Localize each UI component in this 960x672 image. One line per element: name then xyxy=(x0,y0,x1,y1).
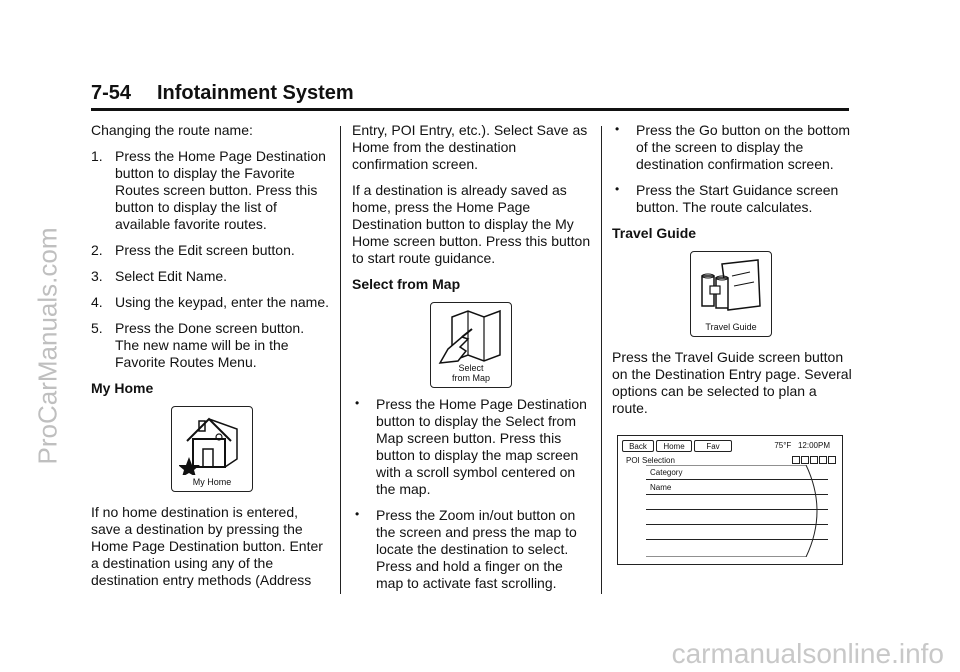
list-item: 4. Using the keypad, enter the name. xyxy=(91,294,330,310)
table-row[interactable]: Name xyxy=(646,480,828,495)
travel-guide-paragraph: Press the Travel Guide screen button on the Destination Entry page. Several options can be selected to plan a route. xyxy=(612,349,852,416)
select-from-map-button-illustration xyxy=(430,302,512,388)
list-item: • Press the Go button on the bottom of the screen to display the destination confirmation screen. xyxy=(615,122,851,172)
my-home-button-illustration xyxy=(171,406,253,492)
back-button[interactable]: Back xyxy=(622,440,654,452)
house-icon xyxy=(179,411,245,475)
tool-icon[interactable] xyxy=(792,456,800,464)
travel-guide-button-illustration xyxy=(690,251,772,337)
tool-icon[interactable] xyxy=(801,456,809,464)
steps-list xyxy=(91,148,331,371)
paragraph: If a destination is already saved as home, press the Home Page Destination button to display the My Home screen button. Press this button to start route guidance. xyxy=(352,182,591,266)
intro-text: Changing the route name: xyxy=(91,122,253,138)
column-2 xyxy=(352,122,592,601)
list-item: 3. Select Edit Name. xyxy=(91,268,228,284)
table-row[interactable] xyxy=(646,495,828,510)
tool-icon[interactable] xyxy=(828,456,836,464)
status-readout xyxy=(774,441,830,451)
page-header xyxy=(91,82,849,111)
list-item: • Press the Zoom in/out button on the screen and press the map to locate the destination to select. Press and hold a finger on the map to activate fast scrolling. xyxy=(355,507,577,591)
poi-list xyxy=(646,465,828,557)
poi-selection-screen xyxy=(617,435,843,565)
bullet-list xyxy=(612,122,852,216)
fav-button[interactable]: Fav xyxy=(694,440,732,452)
section-heading-select-from-map: Select from Map xyxy=(352,276,461,292)
footer-watermark: carmanualsonline.info xyxy=(671,638,944,669)
bullet-list xyxy=(352,396,592,592)
list-item: 1. Press the Home Page Destination button to display the Favorite Routes screen button. Press this button to display the list of available favorite routes. xyxy=(91,148,326,232)
icon-caption: My Home xyxy=(192,477,232,487)
tool-icon[interactable] xyxy=(819,456,827,464)
page-number: 7-54 xyxy=(91,82,132,104)
home-button[interactable]: Home xyxy=(656,440,692,452)
icon-caption: Select from Map xyxy=(451,363,490,383)
list-item: • Press the Home Page Destination button to display the Select from Map screen button. Press this button to display the map screen with a scroll symbol centered on the map. xyxy=(355,396,587,497)
map-icon xyxy=(438,307,506,367)
clock: 12:00PM xyxy=(797,441,830,450)
tool-icon[interactable] xyxy=(810,456,818,464)
column-1 xyxy=(91,122,331,598)
my-home-paragraph: If no home destination is entered, save a destination by pressing the Home Page Destination button. Enter a destination using any of the destination entry methods (Address xyxy=(91,504,323,588)
column-divider xyxy=(601,126,602,594)
screen-icons xyxy=(791,455,836,465)
table-row[interactable] xyxy=(646,510,828,525)
section-heading-travel-guide: Travel Guide xyxy=(612,225,697,241)
table-row[interactable]: Category xyxy=(646,465,828,480)
column-3 xyxy=(612,122,852,565)
table-row[interactable] xyxy=(646,525,828,540)
list-item: • Press the Start Guidance screen button. The route calculates. xyxy=(615,182,839,215)
binoculars-map-icon xyxy=(698,256,766,318)
temperature: 75°F xyxy=(774,441,792,450)
screen-title: POI Selection xyxy=(626,456,675,465)
icon-caption: Travel Guide xyxy=(705,322,757,332)
section-heading-my-home: My Home xyxy=(91,380,154,396)
paragraph: Entry, POI Entry, etc.). Select Save as Home from the destination confirmation screen. xyxy=(352,122,588,172)
list-item: 2. Press the Edit screen button. xyxy=(91,242,295,258)
page-title: Infotainment System xyxy=(157,82,354,104)
list-item: 5. Press the Done screen button. The new name will be in the Favorite Routes Menu. xyxy=(91,320,305,370)
column-divider xyxy=(340,126,341,594)
side-watermark: ProCarManuals.com xyxy=(32,227,63,465)
